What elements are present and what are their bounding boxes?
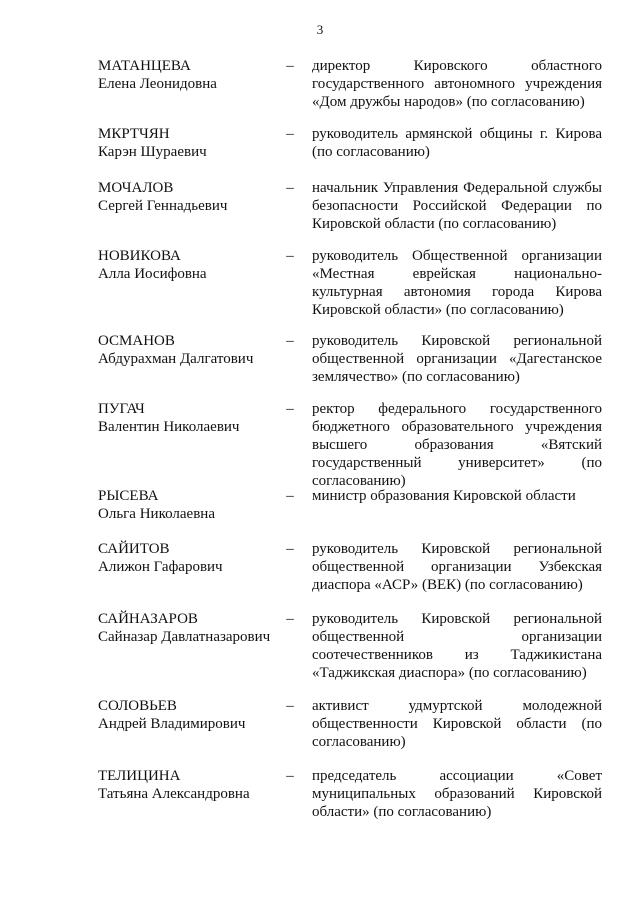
member-surname: ОСМАНОВ xyxy=(98,333,175,349)
separator-dash: – xyxy=(286,698,294,714)
separator-dash: – xyxy=(286,58,294,74)
member-surname: НОВИКОВА xyxy=(98,248,181,264)
member-role: министр образования Кировской области xyxy=(312,488,576,504)
member-name xyxy=(98,400,283,436)
member-given-name: Ольга Николаевна xyxy=(98,506,215,522)
member-surname: РЫСЕВА xyxy=(98,488,159,504)
member-surname: САЙНАЗАРОВ xyxy=(98,611,198,627)
separator-dash: – xyxy=(286,180,294,196)
separator-dash: – xyxy=(286,126,294,142)
member-given-name: Алижон Гафарович xyxy=(98,559,223,575)
separator-dash: – xyxy=(286,768,294,784)
separator-dash: – xyxy=(286,248,294,264)
member-name xyxy=(98,332,283,368)
member-surname: САЙИТОВ xyxy=(98,541,170,557)
member-name xyxy=(98,487,283,523)
separator-dash: – xyxy=(286,401,294,417)
member-surname: МАТАНЦЕВА xyxy=(98,58,191,74)
member-name xyxy=(98,57,283,93)
member-role: руководитель Кировской региональной общественной организации Узбекская диаспора «АСР» (ВЕК) (по согласованию) xyxy=(312,541,602,593)
member-role: руководитель армянской общины г. Кирова (по согласованию) xyxy=(312,126,602,160)
separator-dash: – xyxy=(286,611,294,627)
member-role: руководитель Кировской региональной общественной организации соотечественников из Таджикистана «Таджикская диаспора» (по согласованию) xyxy=(312,611,602,681)
member-name xyxy=(98,125,283,161)
member-given-name: Сайназар Давлатназарович xyxy=(98,629,271,645)
member-role: директор Кировского областного государственного автономного учреждения «Дом дружбы народов» (по согласованию) xyxy=(312,58,602,110)
member-given-name: Карэн Шураевич xyxy=(98,144,207,160)
member-surname: СОЛОВЬЕВ xyxy=(98,698,177,714)
member-name xyxy=(98,540,283,576)
member-surname: ТЕЛИЦИНА xyxy=(98,768,181,784)
member-role: председатель ассоциации «Совет муниципальных образований Кировской области» (по согласованию) xyxy=(312,768,602,820)
member-role: активист удмуртской молодежной общественности Кировской области (по согласованию) xyxy=(312,698,602,750)
member-role: начальник Управления Федеральной службы безопасности Российской Федерации по Кировской области (по согласованию) xyxy=(312,180,602,232)
separator-dash: – xyxy=(286,333,294,349)
member-given-name: Абдурахман Далгатович xyxy=(98,351,254,367)
member-role: руководитель Кировской региональной общественной организации «Дагестанское землячество» (по согласованию) xyxy=(312,333,602,385)
member-surname: МКРТЧЯН xyxy=(98,126,170,142)
member-given-name: Татьяна Александровна xyxy=(98,786,250,802)
member-role: ректор федерального государственного бюджетного образовательного учреждения высшего образования «Вятский государственный университет» (по согласованию) xyxy=(312,401,602,489)
member-name xyxy=(98,247,283,283)
separator-dash: – xyxy=(286,541,294,557)
member-name xyxy=(98,697,283,733)
member-name xyxy=(98,610,283,646)
member-name xyxy=(98,179,283,215)
separator-dash: – xyxy=(286,488,294,504)
member-name xyxy=(98,767,283,803)
member-given-name: Валентин Николаевич xyxy=(98,419,240,435)
member-surname: ПУГАЧ xyxy=(98,401,145,417)
member-role: руководитель Общественной организации «Местная еврейская национально-культурная автономия города Кирова Кировской области» (по согласованию) xyxy=(312,248,602,318)
member-given-name: Андрей Владимирович xyxy=(98,716,246,732)
page-number: 3 xyxy=(316,22,324,37)
member-surname: МОЧАЛОВ xyxy=(98,180,174,196)
member-given-name: Елена Леонидовна xyxy=(98,76,217,92)
member-given-name: Сергей Геннадьевич xyxy=(98,198,228,214)
member-given-name: Алла Иосифовна xyxy=(98,266,207,282)
